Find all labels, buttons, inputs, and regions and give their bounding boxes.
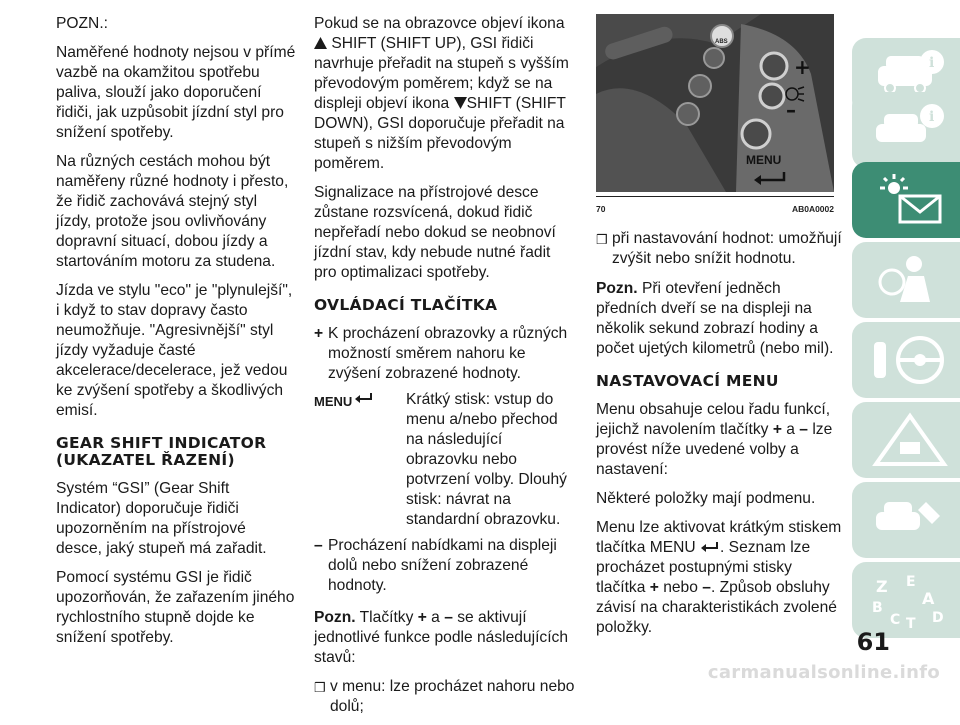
paragraph: Jízda ve stylu "eco" je "plynulejší", i když to stav dopravy často neumožňuje. "Agresivnější" styl jízdy vyžaduje časté akcelerace/decelerace, jež vedou ke zvýšení spotřeby a škodlivých emisí. xyxy=(56,282,293,419)
paragraph: Systém “GSI” (Gear Shift Indicator) doporučuje řidiči upozorněním na přístrojové desce, jaký stupeň má zařadit. xyxy=(56,480,267,557)
minus-mark: – xyxy=(314,537,323,554)
svg-text:B: B xyxy=(872,600,883,616)
figure-caption xyxy=(596,196,834,219)
note-label: POZN.: xyxy=(56,15,108,32)
tab-technical-data[interactable] xyxy=(852,562,960,638)
airbag-safety-icon xyxy=(870,252,950,308)
text: SHIFT (SHIFT UP), GSI řidiči navrhuje přeřadit na stupeň s vyšším převodovým poměrem; když se na displeji objeví ikona xyxy=(314,35,569,112)
emergency-icon xyxy=(870,412,950,468)
svg-text:D: D xyxy=(932,610,944,626)
list-item-text: při nastavování hodnot: umožňují zvýšit nebo snížit hodnotu. xyxy=(612,230,842,267)
column-middle xyxy=(314,14,576,725)
paragraph-note xyxy=(314,608,576,668)
paragraph: Naměřené hodnoty nejsou v přímé vazbě na okamžitou spotřebu paliva, slouží jako doporučení řidiči, jak uzpůsobit jízdní styl pro snížení spotřeby. xyxy=(56,44,296,141)
list-item xyxy=(314,536,576,596)
paragraph: Na různých cestách mohou být naměřeny různé hodnoty i přesto, že řidič zachovává stejný styl jízdy, protože jsou ovlivňovány dopravní situací, dobou jízdy a startováním motoru za studena. xyxy=(56,153,289,270)
text: lze provést níže uvedené volby a nastavení: xyxy=(596,421,833,478)
page-number: 61 xyxy=(856,628,890,656)
svg-text:E: E xyxy=(906,574,916,590)
abs-label: ABS xyxy=(715,39,728,45)
text: . Seznam lze procházet postupnými stisky tlačítka xyxy=(596,539,811,596)
tab-car-info-2[interactable] xyxy=(852,92,960,168)
paragraph: Některé položky mají podmenu. xyxy=(596,490,816,507)
car-info-icon xyxy=(870,48,950,98)
text: Menu obsahuje celou řadu funkcí, jejichž navolením tlačítky xyxy=(596,401,831,438)
text: Pokud se na obrazovce objeví ikona xyxy=(314,15,565,32)
plus-mark: + xyxy=(649,579,659,596)
text: se aktivují jednotlivé funkce podle následujících stavů: xyxy=(314,609,568,666)
minus-mark: – xyxy=(444,609,453,626)
list-item xyxy=(314,390,576,530)
svg-text:i: i xyxy=(929,55,935,71)
menu-label xyxy=(314,390,406,530)
paragraph-shift xyxy=(314,14,576,174)
figure-menu-label: MENU xyxy=(746,153,782,167)
tab-safety[interactable] xyxy=(852,242,960,318)
plus-mark: + xyxy=(772,421,782,438)
tab-starting-driving[interactable] xyxy=(852,322,960,398)
list-item xyxy=(596,229,844,269)
dashboard-lights-icon xyxy=(870,172,950,228)
tab-dashboard[interactable] xyxy=(852,162,960,238)
checkbox-bullet: ❒ xyxy=(596,232,608,247)
list-item xyxy=(314,324,576,384)
svg-text:+: + xyxy=(794,55,811,79)
tab-maintenance[interactable] xyxy=(852,482,960,558)
plus-mark: + xyxy=(314,325,324,342)
return-arrow-icon xyxy=(354,392,374,404)
list-item-text: K procházení obrazovky a různých možností směrem nahoru ke zvýšení zobrazené hodnoty. xyxy=(328,325,568,382)
figure-number: 70 xyxy=(596,204,606,214)
text: Při otevření jedněch předních dveří se na displeji na několik sekund zobrazí hodiny a počet ujetých kilometrů (nebo mil). xyxy=(596,280,834,357)
steering-controls-figure xyxy=(596,14,834,192)
minus-mark: – xyxy=(702,579,711,596)
column-right xyxy=(596,14,844,647)
minus-mark: – xyxy=(799,421,808,438)
paragraph: Signalizace na přístrojové desce zůstane rozsvícená, dokud řidič nepřeřadí nebo dokud se neobnoví jízdní stav, kdy nebude nutné řadit pro optimalizaci spotřeby. xyxy=(314,184,556,281)
list-item-text: v menu: lze procházet nahoru nebo dolů; xyxy=(330,678,575,715)
svg-text:A: A xyxy=(922,589,935,608)
text: a xyxy=(786,421,795,438)
svg-text:–: – xyxy=(786,98,796,122)
checkbox-bullet: ❒ xyxy=(314,680,326,695)
svg-text:i: i xyxy=(929,109,935,125)
menu-label-text: MENU xyxy=(314,394,353,409)
text: Menu lze aktivovat krátkým stiskem tlačítka MENU xyxy=(596,519,842,556)
list-item xyxy=(314,677,576,717)
starting-driving-icon xyxy=(870,332,950,388)
return-arrow-icon xyxy=(700,541,720,553)
car-info-icon-2 xyxy=(870,102,950,152)
note-label: Pozn. xyxy=(314,609,356,626)
svg-text:T: T xyxy=(906,616,916,628)
svg-text:C: C xyxy=(890,612,901,628)
plus-mark: + xyxy=(417,609,427,626)
shift-up-icon xyxy=(314,37,327,49)
paragraph xyxy=(596,518,844,638)
list-item-text: Krátký stisk: vstup do menu a/nebo přechod na následující obrazovku nebo potvrzení volby. Dlouhý stisk: návrat na standardní obrazovku. xyxy=(406,391,567,528)
figure-code: AB0A0002 xyxy=(791,204,834,214)
section-heading-controls: OVLÁDACÍ TLAČÍTKA xyxy=(314,296,498,314)
text: a xyxy=(431,609,440,626)
paragraph xyxy=(596,400,844,480)
column-left xyxy=(56,14,296,657)
note-label: Pozn. xyxy=(596,280,638,297)
technical-data-icon xyxy=(870,572,950,628)
list-item-text: Procházení nabídkami na displeji dolů nebo snížení zobrazené hodnoty. xyxy=(328,537,557,594)
maintenance-icon xyxy=(870,492,950,548)
paragraph: Pomocí systému GSI je řidič upozorňován, že zařazením jiného rychlostního stupně dojde ke snížení spotřeby. xyxy=(56,569,295,646)
watermark: carmanualsonline.info xyxy=(707,662,940,683)
text: Tlačítky xyxy=(359,609,414,626)
section-heading-setup-menu: NASTAVOVACÍ MENU xyxy=(596,372,779,390)
paragraph-note xyxy=(596,279,844,359)
svg-text:Z: Z xyxy=(876,577,888,596)
text: SHIFT (SHIFT DOWN), GSI doporučuje přeřadit na stupeň s nižším převodovým poměrem. xyxy=(314,95,566,172)
text: . Způsob obsluhy závisí na charakteristikách zvolené položky. xyxy=(596,579,837,636)
text: nebo xyxy=(663,579,698,596)
section-heading-gsi: GEAR SHIFT INDICATOR (UKAZATEL ŘAZENÍ) xyxy=(56,434,267,469)
tab-emergency[interactable] xyxy=(852,402,960,478)
shift-down-icon xyxy=(454,97,467,109)
